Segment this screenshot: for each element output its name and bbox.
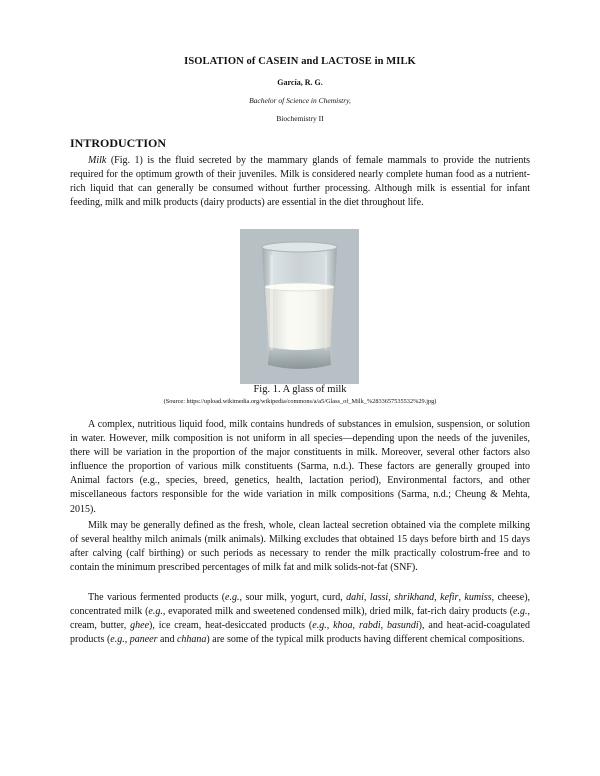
p4-seg: The various fermented products ( [88,592,226,603]
p4-seg: , [352,620,359,632]
p4-seg: , [326,620,334,632]
p4-seg: , [388,592,395,603]
p4-term-paneer: paneer [129,634,158,646]
figure-caption: Fig. 1. A glass of milk [253,384,347,395]
p4-term-dahi: dahi [346,592,364,603]
p4-term-lassi: lassi [369,592,389,603]
milk-glass-illustration [240,229,359,384]
paragraph-2: A complex, nutritious liquid food, milk contains hundreds of substances in emulsion, suspension, or solution in water. However, milk composition is not uniform in all species—depending upon the needs of the juveniles, there will be variation in the proportion of the major constituents in milk. Moreover, several other factors also influence the proportion of various milk constituents (Sarma, n.d.). These factors are generally grouped into Animal factors (e.g., species, breed, genetics, health, lactation period), Environmental factors, and other miscellaneous factors responsible for the wide variation in milk compositions (Sarma, n.d.; Cheung & Mehta, 2015). [70,419,530,515]
figure-source-url: (Source: https://upload.wikimedia.org/wikipedia/commons/a/a5/Glass_of_Milk_%2833657535532%29.jpg) [163,398,437,405]
author-name: García, R. G. [277,78,323,87]
p4-seg: , [124,634,130,646]
paragraph-3: Milk may be generally defined as the fresh, whole, clean lacteal secretion obtained via the complete milking of several healthy milch animals (milk animals). Milking excludes that obtained 15 days before birth and 15 days after calving (calf birthing) or such periods as necessary to render the milk practically colostrum-free and to contain the minimum prescribed percentages of milk fat and milk solids-not-fat (SNF). [70,520,530,574]
p4-term-rabdi: rabdi [358,620,381,632]
paragraph-1-text: (Fig. 1) is the fluid secreted by the mammary glands of female mammals to provide the nutrients required for the optimum growth of their juveniles. Milk is considered nearly complete human food as a nutrient-rich liquid that can generally be consumed without further processing. Although milk is essential for infant feeding, milk and milk products (dairy products) are essential in the diet throughout life. [70,155,530,209]
p4-term-khoa: khoa [333,620,353,632]
p4-term-shrikhand: shrikhand [394,592,435,603]
paragraph-1 [70,154,530,210]
milk-fill [265,287,334,350]
p4-seg: ) are some of the typical milk products having different chemical compositions. [206,634,525,646]
paper-title: ISOLATION of CASEIN and LACTOSE in MILK [184,56,416,67]
p4-seg: , cheese), concentrated milk ( [70,592,531,618]
department: Biochemistry II [276,114,324,123]
p4-seg: , [380,620,387,632]
p4-term-basundi: basundi [387,620,419,632]
p4-seg: , [434,592,441,603]
p4-seg: ), and heat-acid-coagulated products ( [70,620,530,646]
p4-seg: , sour milk, yogurt, curd, [239,592,347,603]
p4-seg: , evaporated milk and sweetened condensed milk), dried milk, fat-rich dairy products ( [162,606,514,618]
p4-seg: and [157,634,177,646]
glass-rim [262,242,337,252]
p4-term-kefir: kefir [440,592,459,603]
p4-seg: , [363,592,370,603]
p4-seg: , [458,592,465,603]
author-affiliation: Bachelor of Science in Chemistry, [249,96,351,105]
p4-seg: ), ice cream, heat-desiccated products ( [149,620,313,632]
p4-eg: e.g. [225,592,240,603]
milk-surface [265,283,334,291]
p4-eg: e.g. [513,606,528,618]
paragraph-4 [70,591,530,647]
p4-seg: , cream, butter, [70,606,530,632]
p4-term-kumiss: kumiss [464,592,492,603]
milk-glass-photo [240,229,359,384]
milk-term: Milk [88,155,107,166]
p4-eg: e.g. [110,634,125,646]
p4-eg: e.g. [148,606,163,618]
p4-term-chhana: chhana [176,634,207,646]
p4-term-ghee: ghee [130,620,150,632]
glass-base [268,347,331,369]
p4-eg: e.g. [312,620,327,632]
section-heading-introduction: INTRODUCTION [70,136,167,150]
